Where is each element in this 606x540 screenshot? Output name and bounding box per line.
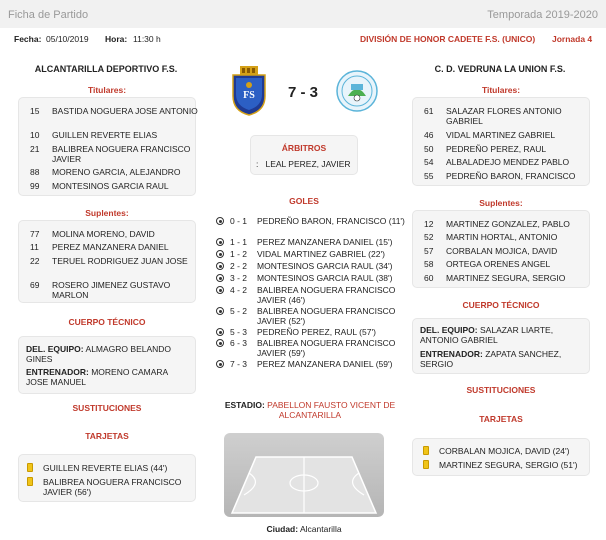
player-number: 58 [424,259,434,269]
goal-scorer: MONTESINOS GARCIA RAUL (34') [257,261,393,271]
player-number: 77 [30,229,40,239]
player-number: 99 [30,181,40,191]
player-name: MONTESINOS GARCIA RAUL [52,181,169,191]
player-number: 57 [424,246,434,256]
player-name: VIDAL MARTINEZ GABRIEL [446,130,556,140]
goal-ball-icon [216,262,224,270]
goal-scorer: BALIBREA NOGUERA FRANCISCO JAVIER (52') [257,306,396,326]
svg-text:FS: FS [243,90,255,101]
matchday: Jornada 4 [552,34,593,44]
goal-score: 5 - 2 [230,306,248,316]
player-name: MARTINEZ GONZALEZ, PABLO [446,219,570,229]
player-number: 50 [424,144,434,154]
player-number: 11 [30,242,39,252]
player-number: 22 [30,256,40,266]
away-subs-title: Suplentes: [479,198,523,208]
goal-ball-icon [216,328,224,336]
player-name: CORBALAN MOJICA, DAVID [446,246,558,256]
away-coach: ENTRENADOR: ZAPATA SANCHEZ, SERGIO [420,349,562,369]
goal-score: 3 - 2 [230,273,248,283]
date-value: 05/10/2019 [46,34,89,44]
goal-score: 5 - 3 [230,327,248,337]
yellow-card-icon [423,460,429,469]
player-name: MOLINA MORENO, DAVID [52,229,155,239]
player-name: TERUEL RODRIGUEZ JUAN JOSE [52,256,188,266]
goal-ball-icon [216,274,224,282]
player-number: 12 [424,219,434,229]
away-cards-title: TARJETAS [479,414,523,424]
goal-ball-icon [216,286,224,294]
away-crest [336,70,378,112]
goal-scorer: PEREZ MANZANERA DANIEL (59') [257,359,393,369]
card-entry: CORBALAN MOJICA, DAVID (24') [439,446,570,456]
away-staff-title: CUERPO TÉCNICO [462,300,540,310]
player-name: PEREZ MANZANERA DANIEL [52,242,169,252]
player-number: 55 [424,171,434,181]
player-name: SALAZAR FLORES ANTONIO GABRIEL [446,106,562,126]
goal-score: 1 - 2 [230,249,248,259]
goal-score: 4 - 2 [230,285,248,295]
yellow-card-icon [27,477,33,486]
time-label: Hora: [105,34,128,44]
goal-ball-icon [216,360,224,368]
time-value: 11:30 h [133,34,161,44]
player-number: 60 [424,273,434,283]
card-entry: MARTINEZ SEGURA, SERGIO (51') [439,460,578,470]
goal-score: 0 - 1 [230,216,248,226]
player-name: BALIBREA NOGUERA FRANCISCO JAVIER [52,144,191,164]
city-info: Ciudad: Alcantarilla [266,524,342,534]
season-label: Temporada 2019-2020 [487,9,598,21]
player-name: PEDREÑO BARON, FRANCISCO [446,171,576,181]
away-delegate: DEL. EQUIPO: SALAZAR LIARTE, ANTONIO GABRIEL [420,325,554,345]
date-label: Fecha: [14,34,42,44]
home-team-name: ALCANTARILLA DEPORTIVO F.S. [34,64,178,74]
referees-box [250,135,358,175]
card-entry: GUILLEN REVERTE ELIAS (44') [43,463,168,473]
player-number: 88 [30,167,40,177]
score: 7 - 3 [287,84,318,101]
goal-score: 7 - 3 [230,359,248,369]
goal-scorer: MONTESINOS GARCIA RAUL (38') [257,273,393,283]
yellow-card-icon [423,446,429,455]
home-starters-title: Titulares: [87,85,127,95]
goal-score: 6 - 3 [230,338,248,348]
goal-ball-icon [216,238,224,246]
home-delegate: DEL. EQUIPO: ALMAGRO BELANDO GINES [26,344,172,364]
player-name: BASTIDA NOGUERA JOSE ANTONIO [52,106,198,116]
home-cards-title: TARJETAS [85,431,129,441]
goal-ball-icon [216,250,224,258]
player-number: 46 [424,130,434,140]
home-crest [230,66,268,116]
stadium-info: ESTADIO: PABELLON FAUSTO VICENT DE ALCANTARILLA [224,400,396,420]
card-entry: BALIBREA NOGUERA FRANCISCO JAVIER (56') [43,477,182,497]
player-number: 52 [424,232,434,242]
goal-ball-icon [216,217,224,225]
competition-name: DIVISIÓN DE HONOR CADETE F.S. (UNICO) [360,34,536,44]
referee-row: : LEAL PEREZ, JAVIER [256,159,351,169]
pitch-image [224,433,384,517]
player-name: ROSERO JIMENEZ GUSTAVO MARLON [52,280,171,300]
away-team-name: C. D. VEDRUNA LA UNION F.S. [434,64,566,74]
goals-title: GOLES [289,196,319,206]
player-number: 69 [30,280,40,290]
referees-title: ÁRBITROS [281,143,327,153]
player-number: 21 [30,144,40,154]
player-number: 10 [30,130,40,140]
goal-scorer: PEREZ MANZANERA DANIEL (15') [257,237,393,247]
goal-score: 1 - 1 [230,237,248,247]
goal-score: 2 - 2 [230,261,248,271]
player-name: MORENO GARCIA, ALEJANDRO [52,167,181,177]
home-staff-title: CUERPO TÉCNICO [68,317,146,327]
player-name: MARTINEZ SEGURA, SERGIO [446,273,566,283]
player-number: 61 [424,106,434,116]
player-number: 15 [30,106,40,116]
player-name: MARTIN HORTAL, ANTONIO [446,232,558,242]
player-name: PEDREÑO PEREZ, RAUL [446,144,547,154]
goal-ball-icon [216,339,224,347]
goal-scorer: BALIBREA NOGUERA FRANCISCO JAVIER (59') [257,338,396,358]
goal-scorer: PEDREÑO BARON, FRANCISCO (11') [257,216,405,226]
home-substitutions-title: SUSTITUCIONES [72,403,142,413]
goal-scorer: PEDREÑO PEREZ, RAUL (57') [257,327,376,337]
away-substitutions-title: SUSTITUCIONES [466,385,536,395]
goal-scorer: BALIBREA NOGUERA FRANCISCO JAVIER (46') [257,285,396,305]
player-name: ORTEGA ORENES ANGEL [446,259,551,269]
player-number: 54 [424,157,434,167]
page-title: Ficha de Partido [8,9,89,21]
home-subs-title: Suplentes: [85,208,129,218]
yellow-card-icon [27,463,33,472]
away-cards-box [412,438,590,476]
goal-ball-icon [216,307,224,315]
goal-scorer: VIDAL MARTINEZ GABRIEL (22') [257,249,385,259]
home-coach: ENTRENADOR: MORENO CAMARA JOSE MANUEL [26,367,168,387]
away-starters-title: Titulares: [481,85,521,95]
player-name: GUILLEN REVERTE ELIAS [52,130,158,140]
player-name: ALBALADEJO MENDEZ PABLO [446,157,570,167]
